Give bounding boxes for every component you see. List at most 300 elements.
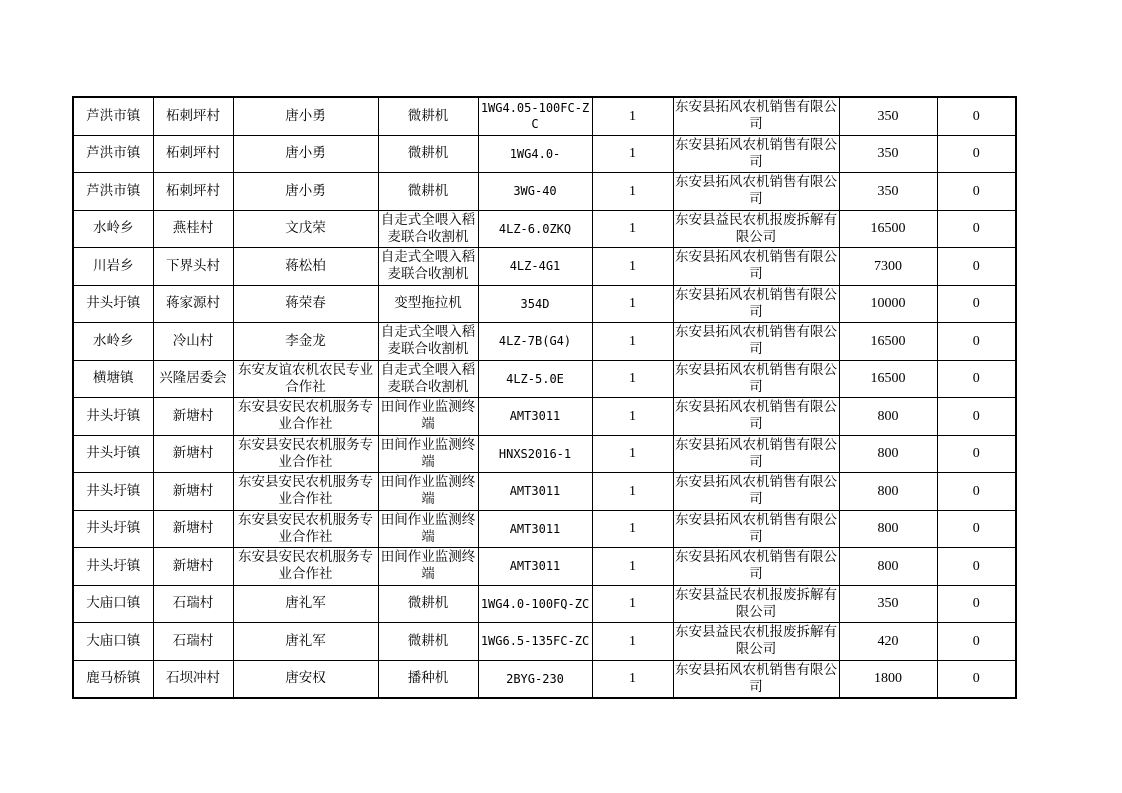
- cell-seller: [673, 398, 839, 436]
- cell-village: [153, 623, 233, 661]
- cell-town: [73, 398, 153, 436]
- table-row: [73, 97, 1016, 135]
- cell-text: 16500: [870, 371, 906, 387]
- cell-owner: [233, 285, 378, 323]
- cell-text: 燕桂村: [172, 220, 214, 237]
- cell-text: 自走式全喂入稻麦联合收割机: [380, 361, 476, 395]
- cell-seller: [673, 323, 839, 361]
- cell-extra-value: [937, 173, 1016, 211]
- cell-model: [478, 623, 592, 661]
- cell-extra-value: [937, 548, 1016, 586]
- cell-model: [478, 360, 592, 398]
- cell-text: 唐安权: [285, 670, 326, 687]
- cell-text: 0: [972, 521, 980, 537]
- cell-text: 1: [629, 483, 636, 499]
- table-row: [73, 135, 1016, 173]
- cell-text: 唐礼军: [285, 595, 326, 612]
- cell-owner: [233, 623, 378, 661]
- cell-village: [153, 248, 233, 286]
- cell-village: [153, 285, 233, 323]
- cell-text: 420: [877, 633, 899, 649]
- cell-quantity: [592, 510, 673, 548]
- cell-extra-value: [937, 248, 1016, 286]
- table-row: [73, 548, 1016, 586]
- cell-subsidy-amount: [839, 660, 937, 698]
- cell-owner: [233, 210, 378, 248]
- cell-text: 井头圩镇: [86, 407, 141, 424]
- cell-text: 1: [629, 446, 636, 462]
- cell-text: 1: [629, 221, 636, 237]
- cell-text: 井头圩镇: [86, 520, 141, 537]
- table-row: [73, 660, 1016, 698]
- cell-machine-type: [378, 623, 478, 661]
- cell-text: 东安县拓风农机销售有限公司: [675, 136, 837, 170]
- cell-text: 井头圩镇: [86, 295, 141, 312]
- cell-machine-type: [378, 97, 478, 135]
- cell-text: 芦洪市镇: [86, 182, 141, 199]
- cell-village: [153, 323, 233, 361]
- cell-text: 田间作业监测终端: [380, 436, 476, 470]
- cell-text: 蒋家源村: [166, 295, 220, 312]
- cell-town: [73, 510, 153, 548]
- cell-text: 1: [629, 146, 636, 162]
- cell-text: 东安县安民农机服务专业合作社: [238, 511, 373, 545]
- cell-extra-value: [937, 285, 1016, 323]
- cell-text: 0: [972, 146, 980, 162]
- cell-extra-value: [937, 585, 1016, 623]
- cell-model: [478, 135, 592, 173]
- cell-quantity: [592, 323, 673, 361]
- cell-text: 4LZ-5.0E: [506, 371, 564, 386]
- cell-seller: [673, 135, 839, 173]
- cell-text: 大庙口镇: [86, 632, 141, 649]
- cell-machine-type: [378, 323, 478, 361]
- cell-machine-type: [378, 585, 478, 623]
- cell-text: 0: [972, 296, 980, 312]
- cell-text: 蒋松柏: [285, 257, 326, 274]
- cell-owner: [233, 135, 378, 173]
- cell-village: [153, 585, 233, 623]
- cell-text: 新塘村: [172, 407, 214, 424]
- cell-machine-type: [378, 435, 478, 473]
- cell-town: [73, 323, 153, 361]
- cell-subsidy-amount: [839, 473, 937, 511]
- cell-text: AMT3011: [509, 521, 561, 536]
- cell-text: 1WG6.5-135FC-ZC: [480, 634, 590, 649]
- cell-village: [153, 210, 233, 248]
- cell-text: 自走式全喂入稻麦联合收割机: [380, 324, 476, 358]
- cell-seller: [673, 585, 839, 623]
- cell-text: 田间作业监测终端: [380, 399, 476, 433]
- cell-text: 芦洪市镇: [86, 145, 141, 162]
- cell-quantity: [592, 623, 673, 661]
- cell-owner: [233, 548, 378, 586]
- cell-text: 唐礼军: [285, 632, 326, 649]
- cell-text: 350: [877, 183, 899, 199]
- cell-text: 东安县拓风农机销售有限公司: [675, 249, 837, 283]
- cell-text: 东安县拓风农机销售有限公司: [675, 661, 837, 695]
- cell-text: 1: [629, 558, 636, 574]
- cell-text: 文戊荣: [285, 220, 326, 237]
- cell-town: [73, 585, 153, 623]
- cell-seller: [673, 210, 839, 248]
- cell-text: 石瑞村: [172, 632, 214, 649]
- cell-text: 1: [629, 521, 636, 537]
- cell-text: 1WG4.0-100FQ-ZC: [480, 596, 590, 611]
- cell-text: 0: [972, 258, 980, 274]
- cell-village: [153, 510, 233, 548]
- cell-text: 0: [972, 333, 980, 349]
- cell-owner: [233, 97, 378, 135]
- table-row: [73, 360, 1016, 398]
- cell-text: 1: [629, 371, 636, 387]
- cell-subsidy-amount: [839, 323, 937, 361]
- cell-text: 1: [629, 671, 636, 687]
- cell-seller: [673, 435, 839, 473]
- cell-text: 新塘村: [172, 557, 214, 574]
- cell-text: 0: [972, 408, 980, 424]
- cell-extra-value: [937, 510, 1016, 548]
- cell-text: 自走式全喂入稻麦联合收割机: [380, 211, 476, 245]
- table-row: [73, 248, 1016, 286]
- cell-owner: [233, 398, 378, 436]
- cell-seller: [673, 248, 839, 286]
- table-row: [73, 623, 1016, 661]
- cell-text: 0: [972, 371, 980, 387]
- cell-machine-type: [378, 135, 478, 173]
- cell-model: [478, 548, 592, 586]
- cell-text: 田间作业监测终端: [380, 474, 476, 508]
- cell-text: 1: [629, 408, 636, 424]
- cell-text: 800: [877, 558, 899, 574]
- table-body: [73, 97, 1016, 698]
- cell-text: 800: [877, 521, 899, 537]
- cell-subsidy-amount: [839, 360, 937, 398]
- cell-text: 变型拖拉机: [394, 295, 462, 312]
- cell-village: [153, 360, 233, 398]
- cell-owner: [233, 173, 378, 211]
- cell-quantity: [592, 473, 673, 511]
- cell-text: 石瑞村: [172, 595, 214, 612]
- cell-village: [153, 660, 233, 698]
- cell-text: 0: [972, 108, 980, 124]
- cell-subsidy-amount: [839, 285, 937, 323]
- cell-text: 新塘村: [172, 520, 214, 537]
- cell-text: 蒋荣春: [285, 295, 326, 312]
- cell-owner: [233, 585, 378, 623]
- cell-text: 下界头村: [166, 257, 220, 274]
- cell-text: 新塘村: [172, 482, 214, 499]
- cell-text: 0: [972, 221, 980, 237]
- cell-quantity: [592, 210, 673, 248]
- cell-owner: [233, 435, 378, 473]
- cell-text: 1: [629, 333, 636, 349]
- cell-text: 东安友谊农机农民专业合作社: [238, 361, 373, 395]
- cell-extra-value: [937, 360, 1016, 398]
- cell-text: 1: [629, 258, 636, 274]
- cell-text: 东安县拓风农机销售有限公司: [675, 361, 837, 395]
- cell-text: 李金龙: [285, 332, 326, 349]
- cell-extra-value: [937, 660, 1016, 698]
- cell-subsidy-amount: [839, 623, 937, 661]
- cell-text: 东安县拓风农机销售有限公司: [675, 174, 837, 208]
- cell-text: 0: [972, 183, 980, 199]
- cell-extra-value: [937, 135, 1016, 173]
- cell-text: 1WG4.0-: [509, 146, 561, 161]
- cell-text: 350: [877, 146, 899, 162]
- cell-machine-type: [378, 398, 478, 436]
- cell-quantity: [592, 135, 673, 173]
- cell-seller: [673, 660, 839, 698]
- cell-text: 1800: [874, 671, 902, 687]
- cell-text: 16500: [870, 221, 906, 237]
- cell-machine-type: [378, 360, 478, 398]
- cell-text: 7300: [874, 258, 902, 274]
- cell-machine-type: [378, 548, 478, 586]
- cell-text: 东安县拓风农机销售有限公司: [675, 549, 837, 583]
- cell-seller: [673, 548, 839, 586]
- cell-text: 0: [972, 671, 980, 687]
- cell-text: 大庙口镇: [86, 595, 141, 612]
- cell-text: 水岭乡: [93, 220, 134, 237]
- table-row: [73, 285, 1016, 323]
- cell-text: 微耕机: [407, 182, 449, 199]
- cell-text: AMT3011: [509, 484, 561, 499]
- cell-text: 10000: [870, 296, 906, 312]
- table-row: [73, 510, 1016, 548]
- cell-seller: [673, 97, 839, 135]
- cell-model: [478, 97, 592, 135]
- cell-text: 0: [972, 446, 980, 462]
- cell-text: 0: [972, 633, 980, 649]
- cell-text: 微耕机: [407, 145, 449, 162]
- cell-seller: [673, 473, 839, 511]
- cell-text: 东安县安民农机服务专业合作社: [238, 474, 373, 508]
- cell-text: 横塘镇: [93, 370, 134, 387]
- cell-subsidy-amount: [839, 97, 937, 135]
- cell-text: 2BYG-230: [506, 671, 564, 686]
- cell-text: 东安县益民农机报废拆解有限公司: [675, 586, 837, 620]
- cell-machine-type: [378, 473, 478, 511]
- cell-quantity: [592, 360, 673, 398]
- cell-quantity: [592, 173, 673, 211]
- cell-text: 1: [629, 108, 636, 124]
- cell-text: 东安县益民农机报废拆解有限公司: [675, 624, 837, 658]
- cell-text: 4LZ-4G1: [509, 259, 561, 274]
- cell-text: 唐小勇: [285, 145, 326, 162]
- cell-text: 350: [877, 108, 899, 124]
- table-row: [73, 323, 1016, 361]
- cell-extra-value: [937, 623, 1016, 661]
- cell-text: 东安县拓风农机销售有限公司: [675, 286, 837, 320]
- cell-town: [73, 248, 153, 286]
- cell-text: 350: [877, 596, 899, 612]
- cell-text: 东安县安民农机服务专业合作社: [238, 436, 373, 470]
- cell-quantity: [592, 398, 673, 436]
- cell-text: 东安县拓风农机销售有限公司: [675, 474, 837, 508]
- cell-town: [73, 548, 153, 586]
- cell-model: [478, 435, 592, 473]
- table-row: [73, 435, 1016, 473]
- subsidy-table: [72, 96, 1017, 699]
- cell-text: 唐小勇: [285, 182, 326, 199]
- cell-quantity: [592, 660, 673, 698]
- cell-owner: [233, 360, 378, 398]
- cell-owner: [233, 510, 378, 548]
- cell-text: 川岩乡: [93, 257, 134, 274]
- cell-text: 兴隆居委会: [159, 370, 227, 387]
- cell-text: 3WG-40: [513, 184, 557, 199]
- cell-extra-value: [937, 323, 1016, 361]
- cell-text: 田间作业监测终端: [380, 511, 476, 545]
- cell-text: 1: [629, 596, 636, 612]
- cell-machine-type: [378, 510, 478, 548]
- cell-subsidy-amount: [839, 210, 937, 248]
- cell-extra-value: [937, 210, 1016, 248]
- table-row: [73, 210, 1016, 248]
- cell-town: [73, 660, 153, 698]
- cell-quantity: [592, 585, 673, 623]
- cell-text: 芦洪市镇: [86, 107, 141, 124]
- cell-text: 0: [972, 483, 980, 499]
- cell-extra-value: [937, 473, 1016, 511]
- cell-quantity: [592, 548, 673, 586]
- cell-text: 自走式全喂入稻麦联合收割机: [380, 249, 476, 283]
- cell-text: 井头圩镇: [86, 445, 141, 462]
- cell-text: 水岭乡: [93, 332, 134, 349]
- cell-machine-type: [378, 660, 478, 698]
- cell-quantity: [592, 97, 673, 135]
- cell-model: [478, 248, 592, 286]
- cell-town: [73, 173, 153, 211]
- cell-text: 0: [972, 558, 980, 574]
- cell-village: [153, 435, 233, 473]
- cell-seller: [673, 360, 839, 398]
- cell-text: 1: [629, 183, 636, 199]
- cell-text: 0: [972, 596, 980, 612]
- cell-text: 1WG4.05-100FC-ZC: [480, 101, 590, 132]
- cell-text: 4LZ-6.0ZKQ: [498, 221, 572, 236]
- cell-subsidy-amount: [839, 135, 937, 173]
- cell-model: [478, 660, 592, 698]
- cell-text: 东安县拓风农机销售有限公司: [675, 511, 837, 545]
- cell-text: AMT3011: [509, 409, 561, 424]
- cell-model: [478, 210, 592, 248]
- cell-town: [73, 623, 153, 661]
- cell-subsidy-amount: [839, 548, 937, 586]
- cell-machine-type: [378, 285, 478, 323]
- cell-model: [478, 473, 592, 511]
- cell-text: 柘刺坪村: [166, 107, 220, 124]
- cell-seller: [673, 285, 839, 323]
- cell-village: [153, 173, 233, 211]
- cell-text: 800: [877, 483, 899, 499]
- cell-text: 东安县安民农机服务专业合作社: [238, 549, 373, 583]
- cell-text: 东安县拓风农机销售有限公司: [675, 99, 837, 133]
- cell-village: [153, 398, 233, 436]
- cell-model: [478, 510, 592, 548]
- cell-owner: [233, 248, 378, 286]
- cell-text: 354D: [520, 296, 550, 311]
- cell-text: 4LZ-7B(G4): [498, 334, 572, 349]
- table-row: [73, 398, 1016, 436]
- cell-seller: [673, 510, 839, 548]
- cell-village: [153, 135, 233, 173]
- cell-village: [153, 97, 233, 135]
- cell-text: 播种机: [407, 670, 449, 687]
- cell-subsidy-amount: [839, 248, 937, 286]
- cell-text: 东安县益民农机报废拆解有限公司: [675, 211, 837, 245]
- cell-text: 16500: [870, 333, 906, 349]
- cell-text: 微耕机: [407, 107, 449, 124]
- cell-machine-type: [378, 248, 478, 286]
- cell-village: [153, 548, 233, 586]
- cell-text: 1: [629, 633, 636, 649]
- table-row: [73, 473, 1016, 511]
- cell-town: [73, 473, 153, 511]
- cell-town: [73, 210, 153, 248]
- table-row: [73, 173, 1016, 211]
- cell-text: 微耕机: [407, 632, 449, 649]
- cell-text: 微耕机: [407, 595, 449, 612]
- cell-model: [478, 398, 592, 436]
- cell-text: 柘刺坪村: [166, 182, 220, 199]
- cell-text: 800: [877, 408, 899, 424]
- cell-text: 东安县拓风农机销售有限公司: [675, 324, 837, 358]
- cell-text: 井头圩镇: [86, 482, 141, 499]
- cell-text: 柘刺坪村: [166, 145, 220, 162]
- cell-text: 1: [629, 296, 636, 312]
- cell-subsidy-amount: [839, 585, 937, 623]
- cell-model: [478, 323, 592, 361]
- cell-subsidy-amount: [839, 173, 937, 211]
- cell-extra-value: [937, 97, 1016, 135]
- cell-text: 新塘村: [172, 445, 214, 462]
- cell-extra-value: [937, 435, 1016, 473]
- cell-text: 鹿马桥镇: [86, 670, 141, 687]
- cell-town: [73, 135, 153, 173]
- cell-quantity: [592, 248, 673, 286]
- cell-town: [73, 360, 153, 398]
- cell-town: [73, 97, 153, 135]
- cell-text: 东安县安民农机服务专业合作社: [238, 399, 373, 433]
- cell-quantity: [592, 435, 673, 473]
- cell-text: 唐小勇: [285, 107, 326, 124]
- cell-machine-type: [378, 173, 478, 211]
- cell-machine-type: [378, 210, 478, 248]
- cell-text: 冷山村: [172, 332, 214, 349]
- cell-text: 800: [877, 446, 899, 462]
- cell-text: HNXS2016-1: [498, 446, 572, 461]
- cell-owner: [233, 473, 378, 511]
- cell-text: AMT3011: [509, 559, 561, 574]
- cell-model: [478, 173, 592, 211]
- cell-subsidy-amount: [839, 510, 937, 548]
- cell-subsidy-amount: [839, 398, 937, 436]
- cell-quantity: [592, 285, 673, 323]
- cell-model: [478, 285, 592, 323]
- cell-subsidy-amount: [839, 435, 937, 473]
- cell-town: [73, 435, 153, 473]
- cell-text: 石坝冲村: [166, 670, 220, 687]
- cell-model: [478, 585, 592, 623]
- cell-extra-value: [937, 398, 1016, 436]
- cell-text: 田间作业监测终端: [380, 549, 476, 583]
- cell-owner: [233, 660, 378, 698]
- cell-owner: [233, 323, 378, 361]
- cell-text: 东安县拓风农机销售有限公司: [675, 399, 837, 433]
- table-row: [73, 585, 1016, 623]
